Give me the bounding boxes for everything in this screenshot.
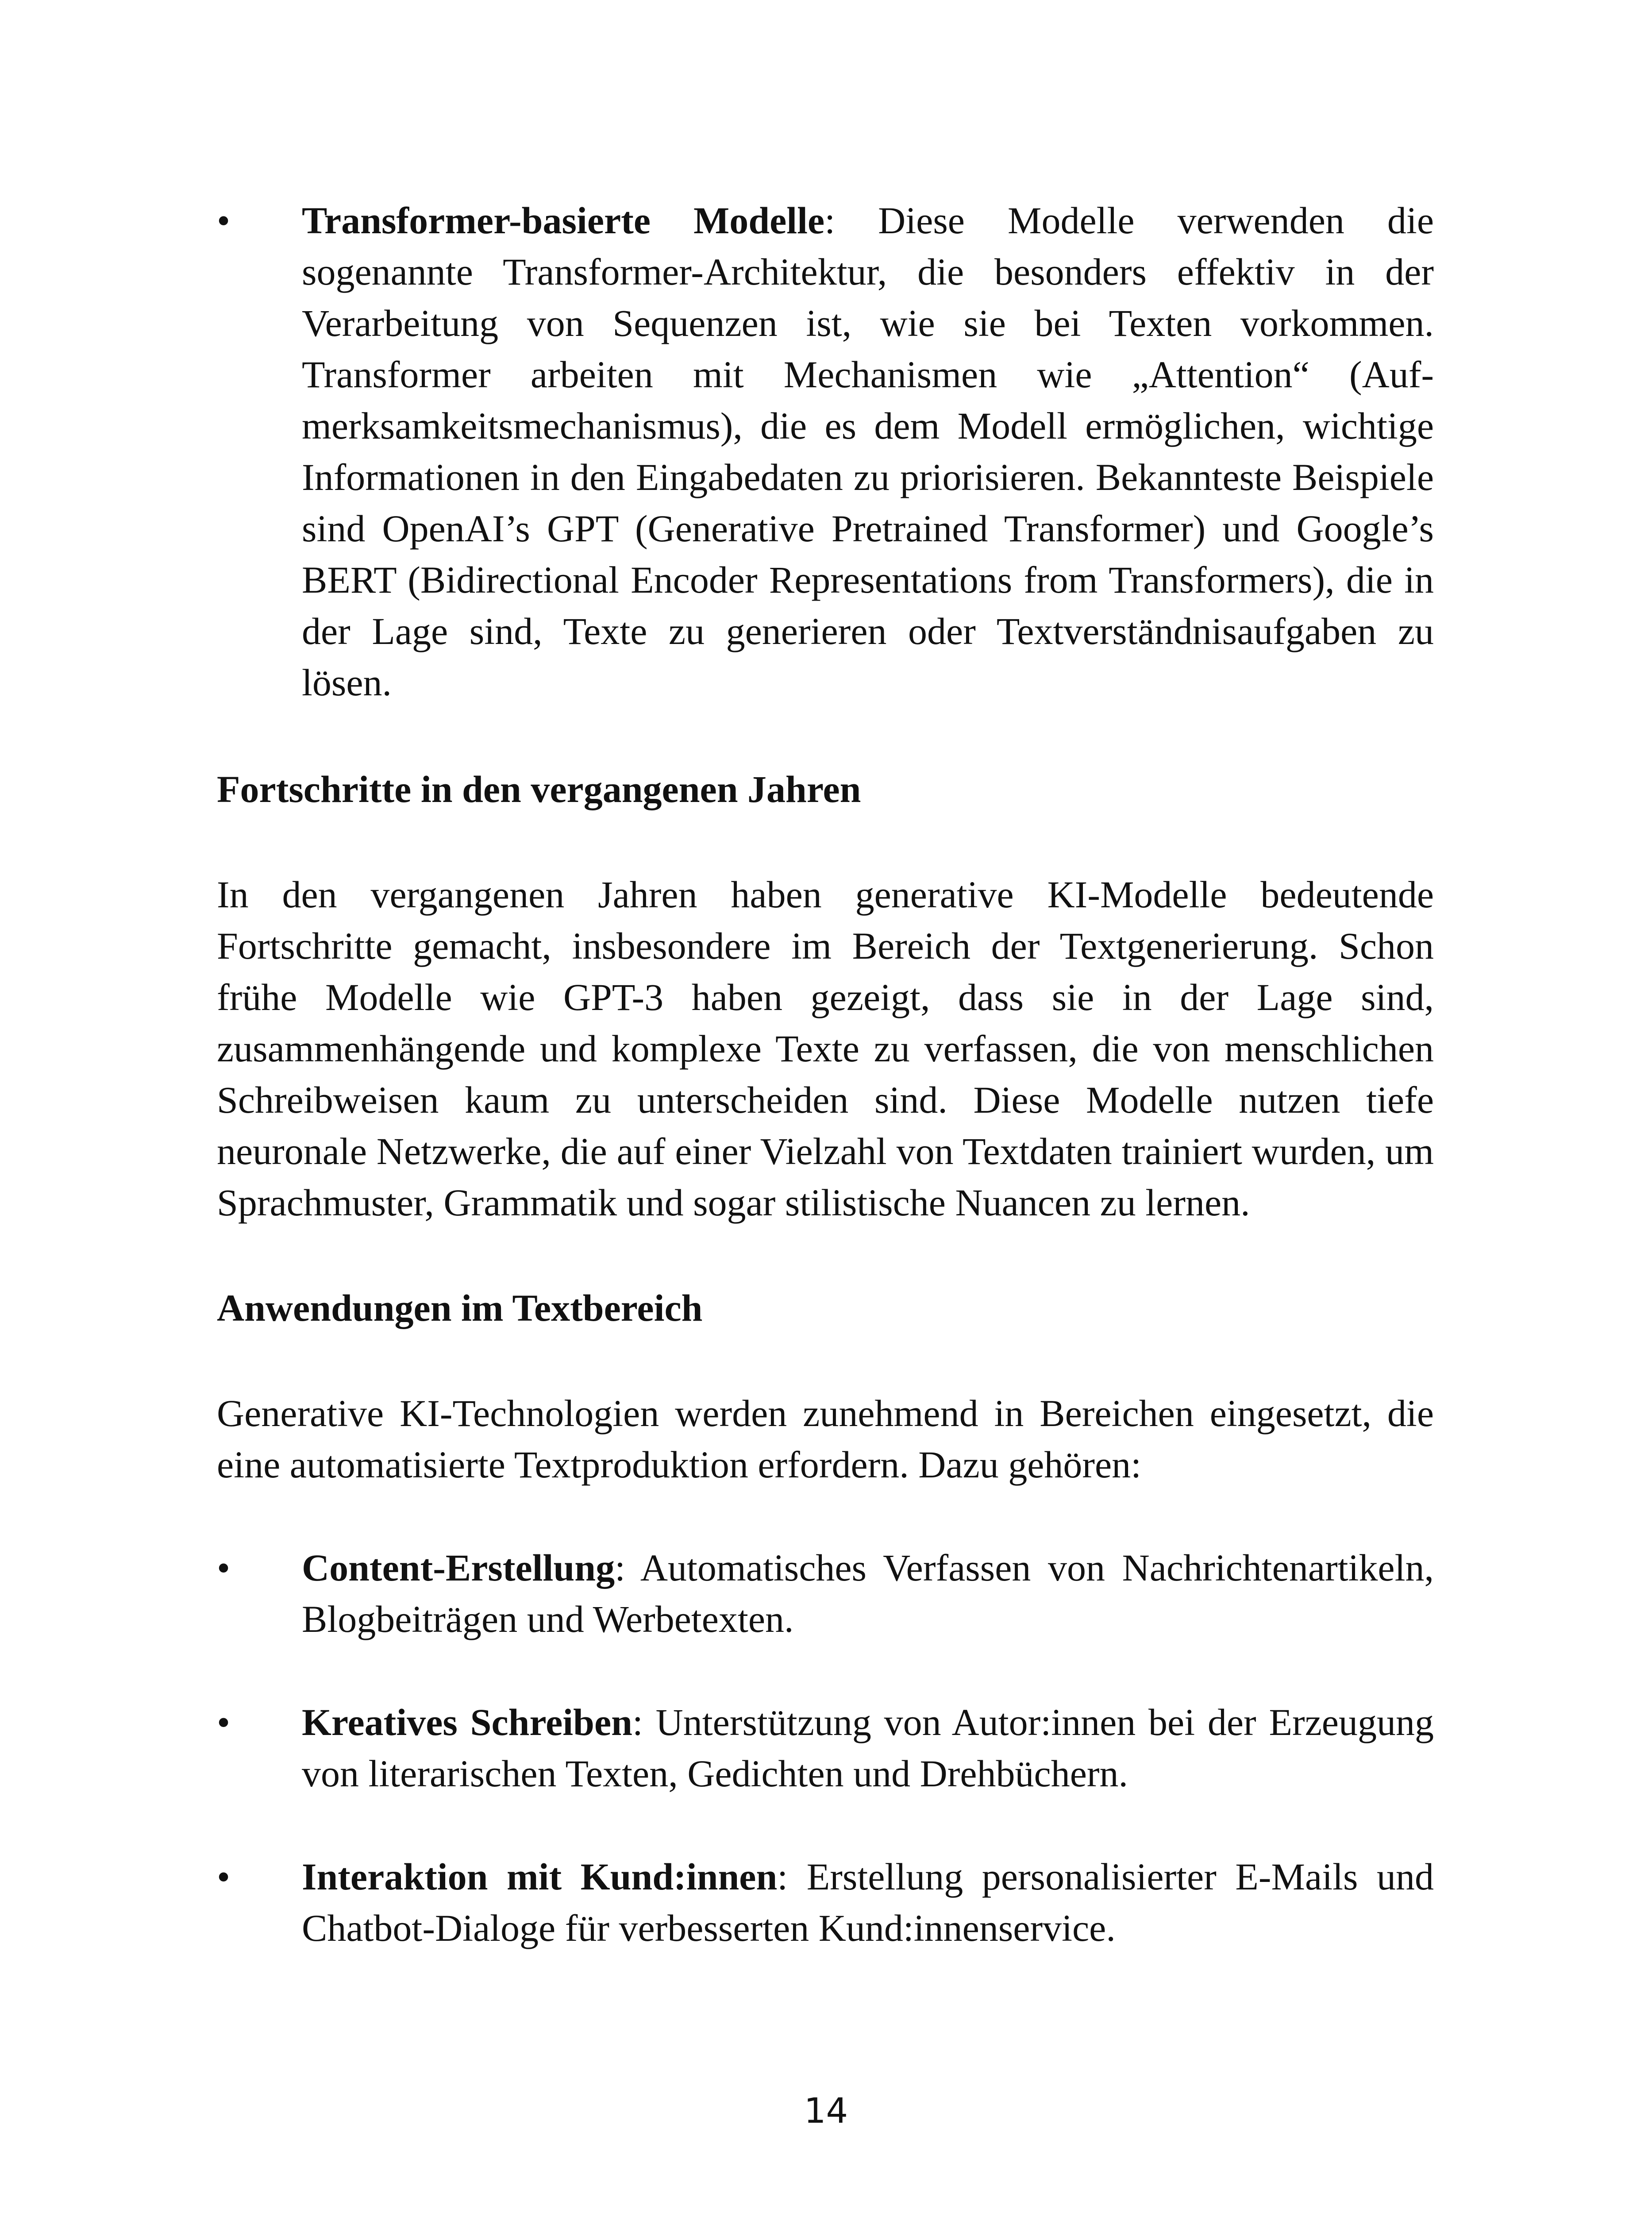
spacer: [217, 708, 1434, 763]
list-item-term: Content-Erstellung: [302, 1546, 615, 1589]
list-item-separator: :: [824, 199, 836, 242]
list-item-separator: :: [615, 1546, 626, 1589]
bullet-icon: •: [217, 199, 231, 242]
spacer: [217, 1334, 1434, 1388]
list-item-content-erstellung: [217, 1542, 1434, 1645]
list-item-text: Automatisches Verfassen von Nachrichtenartikeln, Blogbeiträgen und Werbetexten.: [302, 1546, 1434, 1640]
spacer: [217, 1490, 1434, 1542]
list-item-term: Interaktion mit Kund:innen: [302, 1855, 778, 1898]
bullet-icon: •: [217, 1701, 231, 1743]
list-item-separator: :: [632, 1701, 643, 1743]
section-heading-fortschritte: Fortschritte in den vergangenen Jahren: [217, 768, 861, 810]
spacer: [217, 815, 1434, 869]
list-item-transformer: [217, 195, 1434, 708]
list-item-kreatives-schreiben: [217, 1696, 1434, 1799]
list-item-text: Erstellung personalisierter E-Mails und Chatbot-Dialoge für verbesserten Kund:innenservice.: [302, 1855, 1434, 1949]
paragraph-anwendungen: Generative KI-Technologien werden zunehmend in Bereichen eingesetzt, die eine automatisierte Textproduktion erfordern. Dazu gehören:: [217, 1392, 1434, 1486]
bullet-icon: •: [217, 1546, 231, 1589]
list-item-text: Unterstützung von Autor:innen bei der Erzeugung von literarischen Texten, Gedichten und Drehbüchern.: [302, 1701, 1434, 1795]
spacer: [217, 1228, 1434, 1282]
spacer: [217, 1799, 1434, 1851]
spacer: [217, 1645, 1434, 1696]
list-item-text: Diese Modelle verwenden die sogenannte Transformer-Architektur, die besonders effektiv in der Verarbeitung von Sequenzen ist, wie sie bei Texten vorkommen. Transformer arbeiten mit Mechanismen wie „Attention“ (Aufmerksamkeitsmechanismus), die es dem Modell ermöglichen, wichtige Informationen in den Eingabedaten zu priorisieren. Bekannteste Beispiele sind OpenAI’s GPT (Generative Pretrained Transformer) und Google’s BERT (Bidirectional Encoder Representations from Transformers), die in der Lage sind, Texte zu generieren oder Textverständnisaufgaben zu lösen.: [302, 199, 1434, 704]
section-heading-anwendungen: Anwendungen im Textbereich: [217, 1287, 703, 1329]
list-item-interaktion: [217, 1851, 1434, 1954]
paragraph-fortschritte: In den vergangenen Jahren haben generative KI-Modelle bedeutende Fortschritte gemacht, insbesondere im Bereich der Textgenerierung. Schon frühe Modelle wie GPT-3 haben gezeigt, dass sie in der Lage sind, zusammenhängende und komplexe Texte zu verfassen, die von menschlichen Schreibweisen kaum zu unterscheiden sind. Diese Modelle nutzen tiefe neuronale Netzwerke, die auf einer Vielzahl von Textdaten trainiert wurden, um Sprachmuster, Grammatik und sogar stilistische Nuancen zu lernen.: [217, 873, 1434, 1224]
list-item-term: Kreatives Schreiben: [302, 1701, 632, 1743]
list-item-term: Transformer-basierte Modelle: [302, 199, 825, 242]
document-page: [217, 195, 1434, 1954]
bullet-icon: •: [217, 1855, 231, 1898]
page-number: 14: [804, 2091, 848, 2131]
list-item-separator: :: [777, 1855, 788, 1898]
